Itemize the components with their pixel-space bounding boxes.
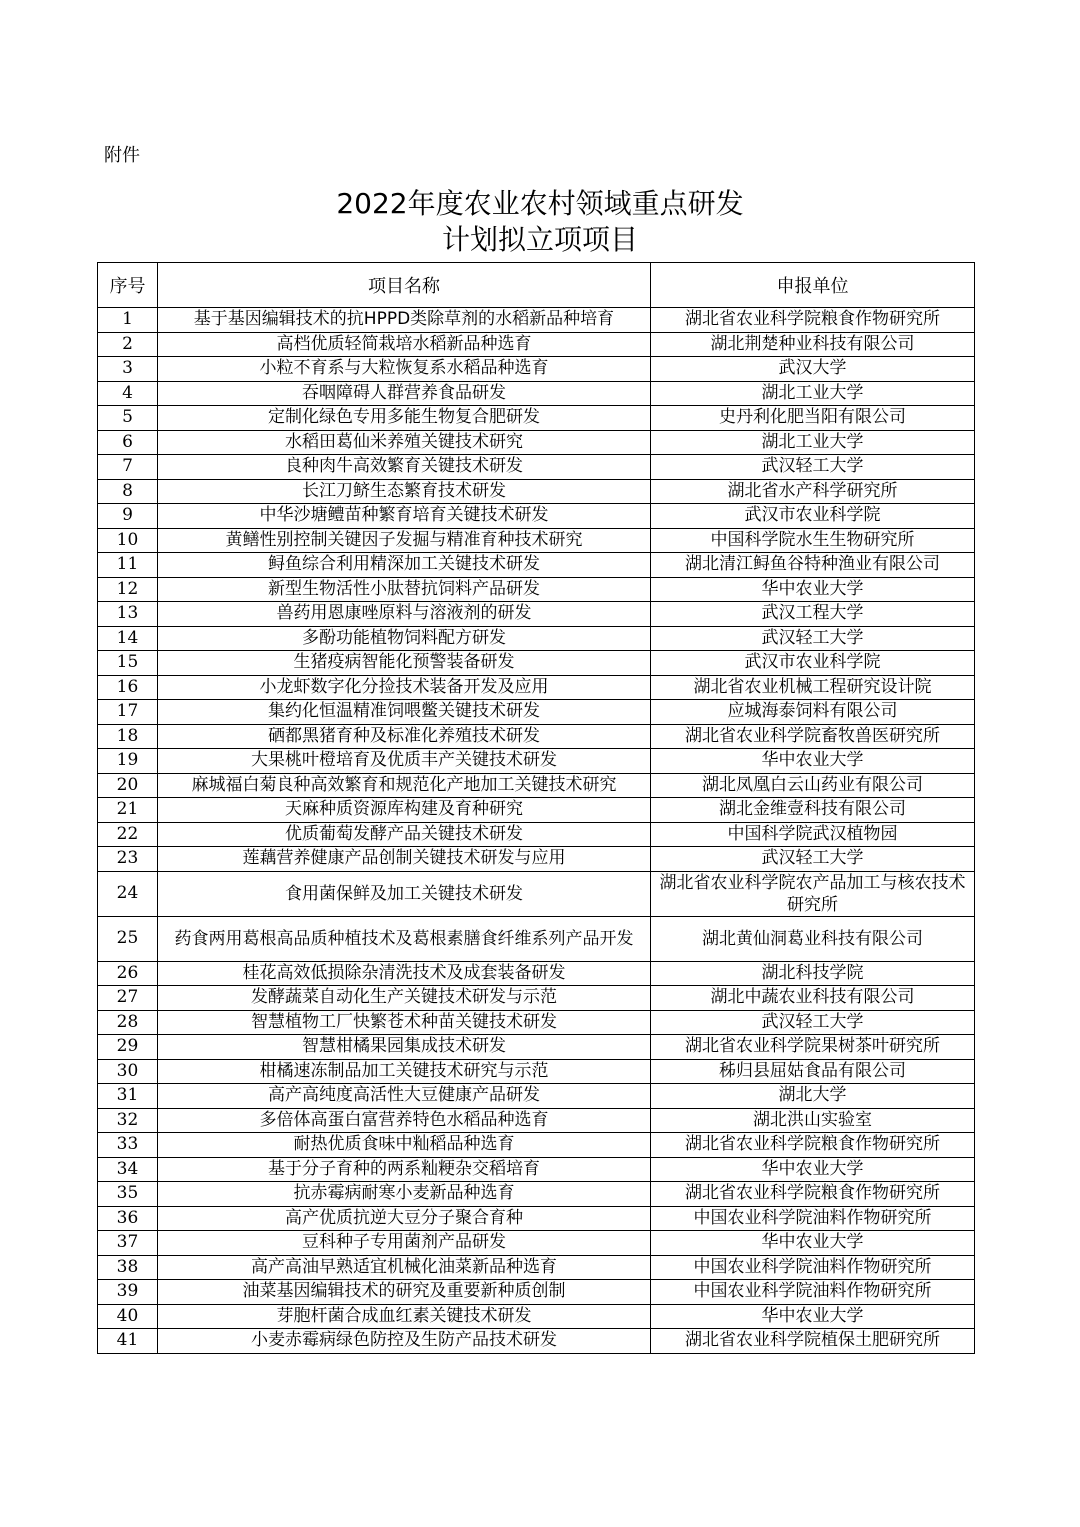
- applicant-unit-cell: 湖北工业大学: [651, 381, 975, 406]
- table-row: [98, 381, 975, 406]
- table-row: [98, 357, 975, 382]
- applicant-unit-cell: 应城海泰饲料有限公司: [651, 700, 975, 725]
- table-row: [98, 1035, 975, 1060]
- project-name-cell: 基于基因编辑技术的抗HPPD类除草剂的水稻新品种培育: [158, 308, 651, 333]
- applicant-unit-cell: 湖北凤凰白云山药业有限公司: [651, 773, 975, 798]
- project-name-cell: 中华沙塘鳢苗种繁育培育关键技术研发: [158, 504, 651, 529]
- row-number-cell: 32: [98, 1108, 158, 1133]
- row-number-cell: 41: [98, 1329, 158, 1354]
- row-number-cell: 19: [98, 749, 158, 774]
- row-number-cell: 30: [98, 1059, 158, 1084]
- row-number-cell: 38: [98, 1255, 158, 1280]
- table-body: [98, 308, 975, 1354]
- table-row: [98, 986, 975, 1011]
- project-name-cell: 芽胞杆菌合成血红素关键技术研发: [158, 1304, 651, 1329]
- row-number-cell: 16: [98, 675, 158, 700]
- table-row: [98, 479, 975, 504]
- attachment-label: 附件: [104, 145, 140, 166]
- project-name-cell: 水稻田葛仙米养殖关键技术研究: [158, 430, 651, 455]
- applicant-unit-cell: 中国科学院水生生物研究所: [651, 528, 975, 553]
- applicant-unit-cell: 湖北金维壹科技有限公司: [651, 798, 975, 823]
- row-number-cell: 23: [98, 847, 158, 872]
- row-number-cell: 27: [98, 986, 158, 1011]
- row-number-cell: 8: [98, 479, 158, 504]
- project-name-cell: 食用菌保鲜及加工关键技术研发: [158, 871, 651, 916]
- applicant-unit-cell: 华中农业大学: [651, 749, 975, 774]
- table-row: [98, 961, 975, 986]
- project-name-cell: 耐热优质食味中籼稻品种选育: [158, 1133, 651, 1158]
- row-number-cell: 28: [98, 1010, 158, 1035]
- table-row: [98, 1280, 975, 1305]
- applicant-unit-cell: 湖北省农业科学院农产品加工与核农技术研究所: [651, 871, 975, 916]
- table-row: [98, 430, 975, 455]
- applicant-unit-cell: 华中农业大学: [651, 577, 975, 602]
- applicant-unit-cell: 中国科学院武汉植物园: [651, 822, 975, 847]
- row-number-cell: 9: [98, 504, 158, 529]
- table-row: [98, 1010, 975, 1035]
- row-number-cell: 37: [98, 1231, 158, 1256]
- table-row: [98, 1133, 975, 1158]
- column-header-number: 序号: [98, 263, 158, 308]
- applicant-unit-cell: 史丹利化肥当阳有限公司: [651, 406, 975, 431]
- project-name-cell: 高产高纯度高活性大豆健康产品研发: [158, 1084, 651, 1109]
- row-number-cell: 18: [98, 724, 158, 749]
- document-title-line-2: 计划拟立项项目: [441, 223, 638, 256]
- project-name-cell: 智慧柑橘果园集成技术研发: [158, 1035, 651, 1060]
- table-row: [98, 1304, 975, 1329]
- table-row: [98, 724, 975, 749]
- applicant-unit-cell: 中国农业科学院油料作物研究所: [651, 1280, 975, 1305]
- row-number-cell: 34: [98, 1157, 158, 1182]
- row-number-cell: 20: [98, 773, 158, 798]
- table-row: [98, 651, 975, 676]
- project-name-cell: 小粒不育系与大粒恢复系水稻品种选育: [158, 357, 651, 382]
- project-name-cell: 天麻种质资源库构建及育种研究: [158, 798, 651, 823]
- row-number-cell: 35: [98, 1182, 158, 1207]
- applicant-unit-cell: 华中农业大学: [651, 1231, 975, 1256]
- table-row: [98, 332, 975, 357]
- project-name-cell: 兽药用恩康唑原料与溶液剂的研发: [158, 602, 651, 627]
- applicant-unit-cell: 武汉大学: [651, 357, 975, 382]
- row-number-cell: 29: [98, 1035, 158, 1060]
- document-title-line-1: 2022年度农业农村领域重点研发: [336, 187, 744, 220]
- row-number-cell: 6: [98, 430, 158, 455]
- row-number-cell: 26: [98, 961, 158, 986]
- project-name-cell: 麻城福白菊良种高效繁育和规范化产地加工关键技术研究: [158, 773, 651, 798]
- project-name-cell: 基于分子育种的两系籼粳杂交稻培育: [158, 1157, 651, 1182]
- project-name-cell: 多酚功能植物饲料配方研发: [158, 626, 651, 651]
- project-table: [97, 262, 975, 1354]
- row-number-cell: 21: [98, 798, 158, 823]
- table-row: [98, 1157, 975, 1182]
- table-row: [98, 308, 975, 333]
- applicant-unit-cell: 武汉市农业科学院: [651, 651, 975, 676]
- applicant-unit-cell: 中国农业科学院油料作物研究所: [651, 1255, 975, 1280]
- applicant-unit-cell: 湖北工业大学: [651, 430, 975, 455]
- table-row: [98, 504, 975, 529]
- row-number-cell: 2: [98, 332, 158, 357]
- project-name-cell: 发酵蔬菜自动化生产关键技术研发与示范: [158, 986, 651, 1011]
- project-name-cell: 集约化恒温精准饲喂鳖关键技术研发: [158, 700, 651, 725]
- applicant-unit-cell: 湖北省水产科学研究所: [651, 479, 975, 504]
- project-name-cell: 高产优质抗逆大豆分子聚合育种: [158, 1206, 651, 1231]
- applicant-unit-cell: 武汉轻工大学: [651, 847, 975, 872]
- row-number-cell: 39: [98, 1280, 158, 1305]
- row-number-cell: 22: [98, 822, 158, 847]
- table-row: [98, 675, 975, 700]
- table-row: [98, 798, 975, 823]
- project-name-cell: 高档优质轻简栽培水稻新品种选育: [158, 332, 651, 357]
- applicant-unit-cell: 湖北科技学院: [651, 961, 975, 986]
- table-row: [98, 1329, 975, 1354]
- applicant-unit-cell: 秭归县屈姑食品有限公司: [651, 1059, 975, 1084]
- applicant-unit-cell: 中国农业科学院油料作物研究所: [651, 1206, 975, 1231]
- applicant-unit-cell: 湖北省农业科学院粮食作物研究所: [651, 1133, 975, 1158]
- row-number-cell: 14: [98, 626, 158, 651]
- project-name-cell: 大果桃叶橙培育及优质丰产关键技术研发: [158, 749, 651, 774]
- table-header-row: [98, 263, 975, 308]
- project-name-cell: 硒都黑猪育种及标准化养殖技术研发: [158, 724, 651, 749]
- column-header-project-name: 项目名称: [158, 263, 651, 308]
- applicant-unit-cell: 湖北省农业科学院粮食作物研究所: [651, 308, 975, 333]
- applicant-unit-cell: 湖北省农业科学院畜牧兽医研究所: [651, 724, 975, 749]
- table-row: [98, 406, 975, 431]
- project-name-cell: 定制化绿色专用多能生物复合肥研发: [158, 406, 651, 431]
- applicant-unit-cell: 武汉轻工大学: [651, 626, 975, 651]
- row-number-cell: 24: [98, 871, 158, 916]
- row-number-cell: 1: [98, 308, 158, 333]
- table-row: [98, 700, 975, 725]
- project-name-cell: 智慧植物工厂快繁苍术种苗关键技术研发: [158, 1010, 651, 1035]
- table-row: [98, 916, 975, 961]
- project-name-cell: 抗赤霉病耐寒小麦新品种选育: [158, 1182, 651, 1207]
- table-row: [98, 602, 975, 627]
- row-number-cell: 3: [98, 357, 158, 382]
- applicant-unit-cell: 湖北大学: [651, 1084, 975, 1109]
- project-name-cell: 优质葡萄发酵产品关键技术研发: [158, 822, 651, 847]
- applicant-unit-cell: 武汉工程大学: [651, 602, 975, 627]
- project-name-cell: 药食两用葛根高品质种植技术及葛根素膳食纤维系列产品开发: [158, 916, 651, 961]
- project-name-cell: 高产高油早熟适宜机械化油菜新品种选育: [158, 1255, 651, 1280]
- table-row: [98, 1084, 975, 1109]
- row-number-cell: 17: [98, 700, 158, 725]
- table-row: [98, 1059, 975, 1084]
- table-row: [98, 847, 975, 872]
- row-number-cell: 33: [98, 1133, 158, 1158]
- row-number-cell: 7: [98, 455, 158, 480]
- project-name-cell: 多倍体高蛋白富营养特色水稻品种选育: [158, 1108, 651, 1133]
- column-header-applicant-unit: 申报单位: [651, 263, 975, 308]
- project-name-cell: 油菜基因编辑技术的研究及重要新种质创制: [158, 1280, 651, 1305]
- applicant-unit-cell: 湖北省农业机械工程研究设计院: [651, 675, 975, 700]
- applicant-unit-cell: 华中农业大学: [651, 1304, 975, 1329]
- row-number-cell: 31: [98, 1084, 158, 1109]
- row-number-cell: 25: [98, 916, 158, 961]
- table-row: [98, 773, 975, 798]
- table-row: [98, 1206, 975, 1231]
- applicant-unit-cell: 武汉轻工大学: [651, 455, 975, 480]
- row-number-cell: 36: [98, 1206, 158, 1231]
- project-name-cell: 小龙虾数字化分捡技术装备开发及应用: [158, 675, 651, 700]
- project-name-cell: 新型生物活性小肽替抗饲料产品研发: [158, 577, 651, 602]
- row-number-cell: 13: [98, 602, 158, 627]
- table-row: [98, 1108, 975, 1133]
- applicant-unit-cell: 湖北洪山实验室: [651, 1108, 975, 1133]
- table-row: [98, 1182, 975, 1207]
- row-number-cell: 11: [98, 553, 158, 578]
- project-name-cell: 良种肉牛高效繁育关键技术研发: [158, 455, 651, 480]
- applicant-unit-cell: 湖北省农业科学院果树茶叶研究所: [651, 1035, 975, 1060]
- table-row: [98, 528, 975, 553]
- project-name-cell: 吞咽障碍人群营养食品研发: [158, 381, 651, 406]
- applicant-unit-cell: 湖北省农业科学院粮食作物研究所: [651, 1182, 975, 1207]
- row-number-cell: 5: [98, 406, 158, 431]
- project-name-cell: 柑橘速冻制品加工关键技术研究与示范: [158, 1059, 651, 1084]
- row-number-cell: 40: [98, 1304, 158, 1329]
- table-row: [98, 553, 975, 578]
- applicant-unit-cell: 武汉轻工大学: [651, 1010, 975, 1035]
- table-row: [98, 749, 975, 774]
- applicant-unit-cell: 湖北中蔬农业科技有限公司: [651, 986, 975, 1011]
- table-row: [98, 1255, 975, 1280]
- row-number-cell: 12: [98, 577, 158, 602]
- applicant-unit-cell: 湖北荆楚种业科技有限公司: [651, 332, 975, 357]
- applicant-unit-cell: 湖北省农业科学院植保土肥研究所: [651, 1329, 975, 1354]
- project-name-cell: 桂花高效低损除杂清洗技术及成套装备研发: [158, 961, 651, 986]
- applicant-unit-cell: 武汉市农业科学院: [651, 504, 975, 529]
- project-name-cell: 小麦赤霉病绿色防控及生防产品技术研发: [158, 1329, 651, 1354]
- project-name-cell: 长江刀鲚生态繁育技术研发: [158, 479, 651, 504]
- project-name-cell: 鲟鱼综合利用精深加工关键技术研发: [158, 553, 651, 578]
- project-name-cell: 黄鳝性别控制关键因子发掘与精准育种技术研究: [158, 528, 651, 553]
- applicant-unit-cell: 湖北黄仙洞葛业科技有限公司: [651, 916, 975, 961]
- table-row: [98, 1231, 975, 1256]
- table-row: [98, 626, 975, 651]
- project-name-cell: 莲藕营养健康产品创制关键技术研发与应用: [158, 847, 651, 872]
- project-name-cell: 豆科种子专用菌剂产品研发: [158, 1231, 651, 1256]
- row-number-cell: 4: [98, 381, 158, 406]
- applicant-unit-cell: 湖北清江鲟鱼谷特种渔业有限公司: [651, 553, 975, 578]
- row-number-cell: 15: [98, 651, 158, 676]
- row-number-cell: 10: [98, 528, 158, 553]
- table-row: [98, 455, 975, 480]
- table-row: [98, 871, 975, 916]
- applicant-unit-cell: 华中农业大学: [651, 1157, 975, 1182]
- table-row: [98, 822, 975, 847]
- project-name-cell: 生猪疫病智能化预警装备研发: [158, 651, 651, 676]
- table-row: [98, 577, 975, 602]
